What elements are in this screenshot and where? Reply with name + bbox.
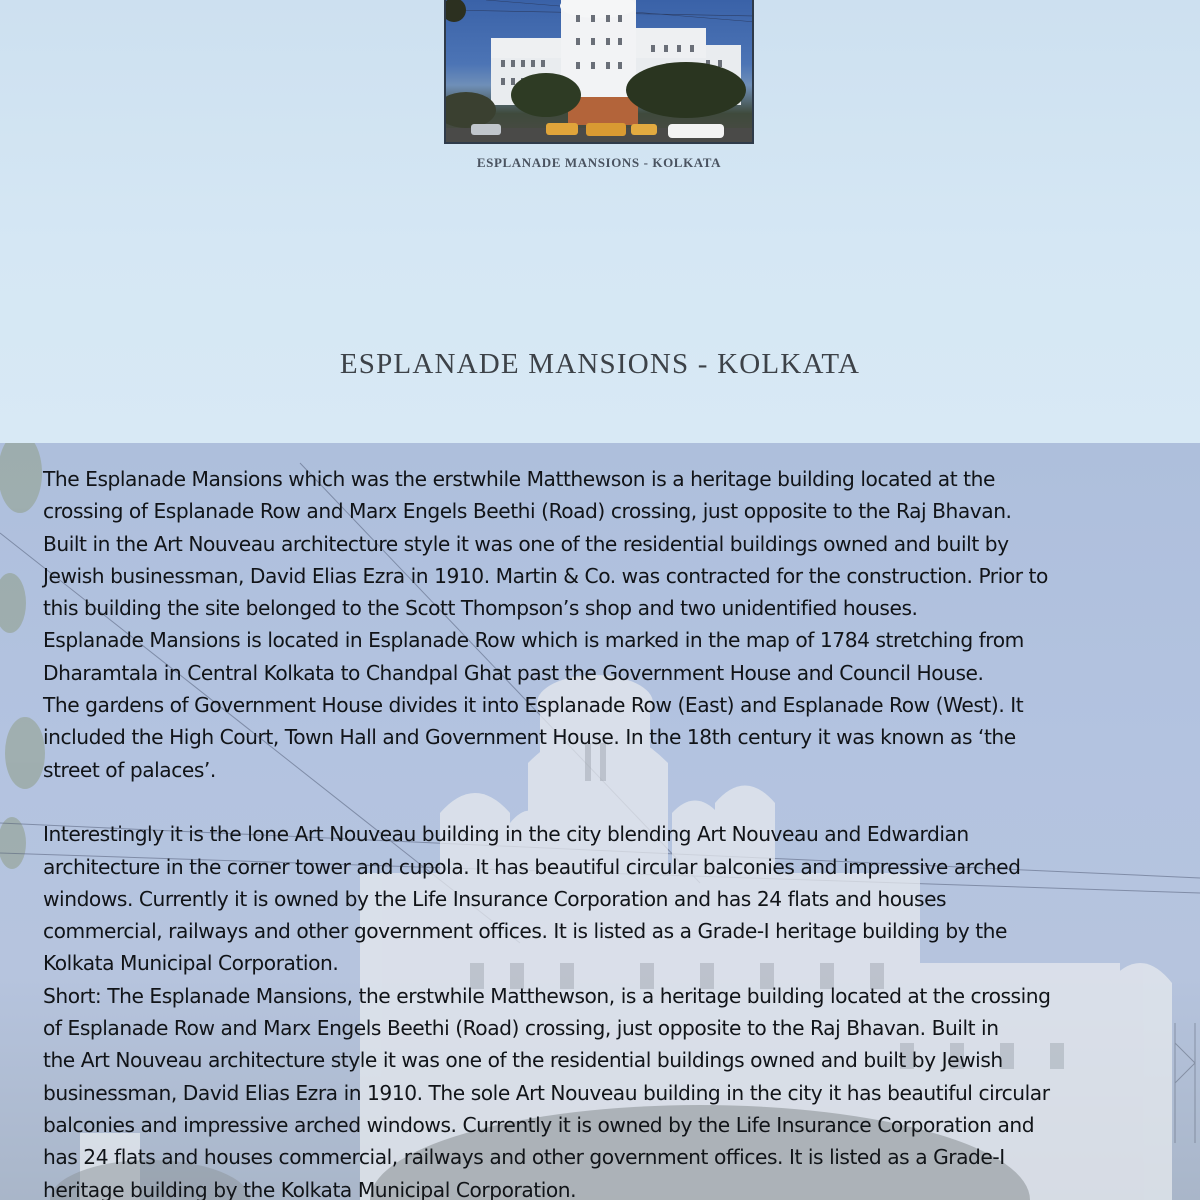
article-section [0,443,1200,1200]
text-line: this building the site belonged to the Scott Thompson’s shop and two unidentified houses. [43,596,918,621]
paragraph-architecture [43,818,1163,1200]
text-line: windows. Currently it is owned by the Life Insurance Corporation and has 24 flats and houses [43,886,947,911]
text-line: included the High Court, Town Hall and Government House. In the 18th century it was known as ‘the [43,725,1016,750]
page-title: ESPLANADE MANSIONS - KOLKATA [339,348,861,380]
text-line: businessman, David Elias Ezra in 1910. The sole Art Nouveau building in the city it has beautiful circular [43,1080,1050,1105]
text-line: Jewish businessman, David Elias Ezra in 1910. Martin & Co. was contracted for the construction. Prior to [43,563,1048,588]
text-line: The gardens of Government House divides it into Esplanade Row (East) and Esplanade Row (West). It [43,693,1024,718]
text-line: architecture in the corner tower and cupola. It has beautiful circular balconies and impressive arched [43,854,1021,879]
text-line: has 24 flats and houses commercial, railways and other government offices. It is listed as a Grade-I [43,1145,1005,1170]
text-line: commercial, railways and other government offices. It is listed as a Grade-I heritage building by the [43,919,1007,944]
text-line: Kolkata Municipal Corporation. [43,951,339,976]
building-photo-icon [446,0,754,144]
article-body [43,463,1163,1200]
text-line: Esplanade Mansions is located in Esplanade Row which is marked in the map of 1784 stretching from [43,628,1024,653]
hero-caption: ESPLANADE MANSIONS - KOLKATA [476,155,722,170]
text-line: the Art Nouveau architecture style it was one of the residential buildings owned and built by Jewish [43,1048,1003,1073]
text-line: Built in the Art Nouveau architecture style it was one of the residential buildings owned and built by [43,531,1009,556]
text-line: balconies and impressive arched windows. Currently it is owned by the Life Insurance Corporation and [43,1112,1035,1137]
text-line: Short: The Esplanade Mansions, the erstwhile Matthewson, is a heritage building located at the crossing [43,983,1051,1008]
text-line: heritage building by the Kolkata Municipal Corporation. [43,1177,577,1200]
paragraph-spacer [43,786,1163,818]
paragraph-history [43,463,1163,786]
text-line: Dharamtala in Central Kolkata to Chandpal Ghat past the Government House and Council House. [43,660,984,685]
hero-photo [444,0,754,144]
text-line: crossing of Esplanade Row and Marx Engels Beethi (Road) crossing, just opposite to the Raj Bhavan. [43,499,1012,524]
text-line: of Esplanade Row and Marx Engels Beethi (Road) crossing, just opposite to the Raj Bhavan. Built in [43,1016,999,1041]
text-line: The Esplanade Mansions which was the erstwhile Matthewson is a heritage building located at the [43,467,995,491]
text-line: street of palaces’. [43,757,216,782]
text-line: Interestingly it is the lone Art Nouveau building in the city blending Art Nouveau and Edwardian [43,822,969,847]
